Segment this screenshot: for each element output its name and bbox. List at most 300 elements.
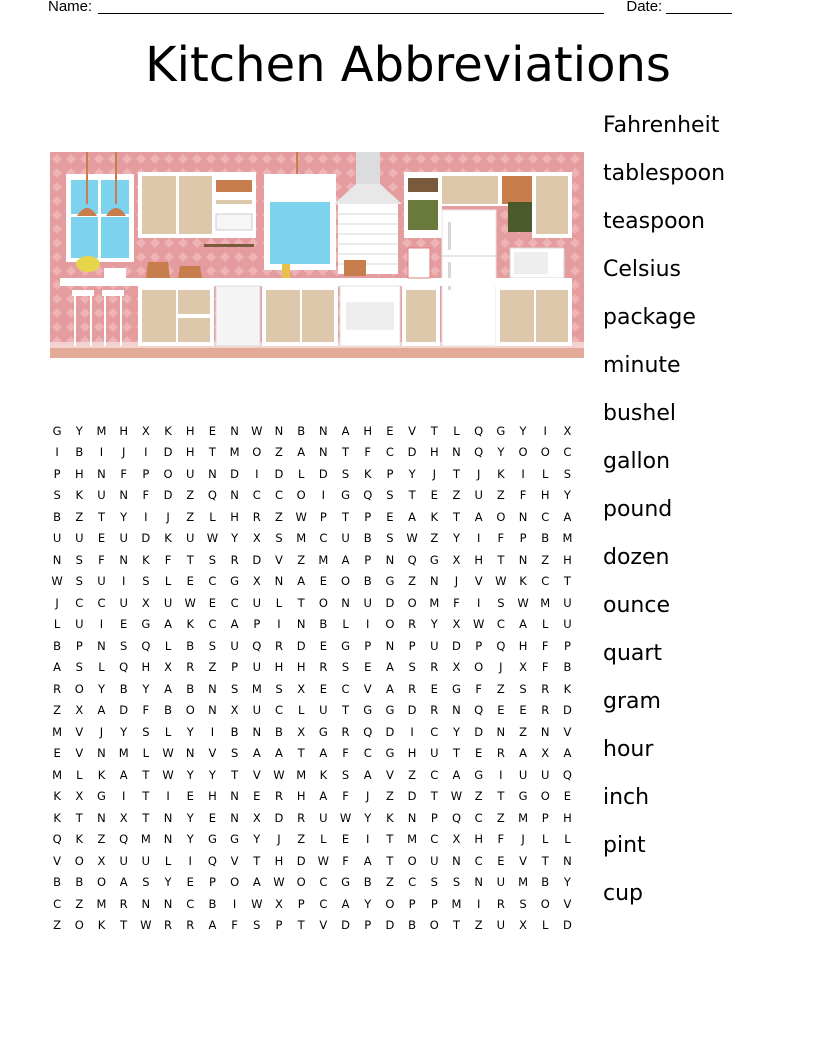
grid-letter[interactable]: P <box>563 638 571 653</box>
grid-letter[interactable]: C <box>208 617 217 632</box>
grid-letter[interactable]: C <box>541 574 550 589</box>
grid-letter[interactable]: S <box>230 681 239 696</box>
grid-letter[interactable]: J <box>366 789 370 804</box>
grid-letter[interactable]: J <box>499 660 503 675</box>
grid-letter[interactable]: Z <box>186 509 195 524</box>
grid-letter[interactable]: S <box>563 466 572 481</box>
grid-letter[interactable]: R <box>408 617 417 632</box>
name-field[interactable] <box>98 0 604 14</box>
date-field[interactable] <box>666 0 732 14</box>
grid-letter[interactable]: O <box>318 595 328 610</box>
grid-letter[interactable]: E <box>386 423 394 438</box>
grid-letter[interactable]: D <box>562 703 572 718</box>
grid-letter[interactable]: N <box>119 488 128 503</box>
grid-letter[interactable]: Z <box>297 552 306 567</box>
grid-letter[interactable]: U <box>518 767 528 782</box>
grid-letter[interactable]: S <box>341 466 350 481</box>
grid-letter[interactable]: F <box>142 488 150 503</box>
grid-letter[interactable]: Y <box>452 531 460 546</box>
grid-letter[interactable]: Q <box>407 552 417 567</box>
grid-letter[interactable]: C <box>319 896 328 911</box>
grid-letter[interactable]: D <box>230 466 240 481</box>
grid-letter[interactable]: H <box>296 789 306 804</box>
grid-letter[interactable]: L <box>275 595 283 610</box>
grid-letter[interactable]: G <box>385 703 395 718</box>
grid-letter[interactable]: N <box>274 423 284 438</box>
grid-letter[interactable]: L <box>342 617 349 632</box>
grid-letter[interactable]: H <box>563 552 572 567</box>
grid-letter[interactable]: N <box>119 552 128 567</box>
grid-letter[interactable]: E <box>497 703 505 718</box>
grid-letter[interactable]: I <box>476 595 481 610</box>
grid-letter[interactable]: X <box>297 681 306 696</box>
grid-letter[interactable]: P <box>142 466 150 481</box>
grid-letter[interactable]: B <box>53 638 62 653</box>
grid-letter[interactable]: F <box>342 853 349 868</box>
grid-letter[interactable]: H <box>407 746 417 761</box>
grid-letter[interactable]: F <box>453 595 460 610</box>
grid-letter[interactable]: S <box>519 896 527 911</box>
grid-letter[interactable]: I <box>499 767 503 782</box>
grid-letter[interactable]: A <box>341 552 350 567</box>
grid-letter[interactable]: P <box>319 509 327 524</box>
grid-letter[interactable]: H <box>474 832 483 847</box>
grid-letter[interactable]: S <box>275 681 283 696</box>
grid-letter[interactable]: U <box>252 595 261 610</box>
grid-letter[interactable]: Z <box>97 832 106 847</box>
grid-letter[interactable]: B <box>53 875 62 890</box>
grid-letter[interactable]: C <box>53 896 62 911</box>
grid-letter[interactable]: H <box>230 509 239 524</box>
grid-letter[interactable]: B <box>363 574 372 589</box>
grid-letter[interactable]: C <box>75 595 84 610</box>
grid-letter[interactable]: G <box>452 681 461 696</box>
grid-letter[interactable]: K <box>497 466 505 481</box>
grid-letter[interactable]: Y <box>186 724 194 739</box>
grid-letter[interactable]: Z <box>474 918 483 933</box>
grid-letter[interactable]: K <box>164 423 172 438</box>
grid-letter[interactable]: H <box>429 445 439 460</box>
grid-letter[interactable]: V <box>208 746 217 761</box>
grid-letter[interactable]: C <box>563 445 572 460</box>
grid-letter[interactable]: G <box>230 832 240 847</box>
grid-letter[interactable]: Z <box>297 832 306 847</box>
grid-letter[interactable]: Y <box>97 681 105 696</box>
grid-letter[interactable]: J <box>166 509 170 524</box>
grid-letter[interactable]: K <box>75 832 84 847</box>
grid-letter[interactable]: P <box>386 466 394 481</box>
grid-letter[interactable]: A <box>319 789 328 804</box>
grid-letter[interactable]: R <box>274 789 283 804</box>
grid-letter[interactable]: N <box>208 681 217 696</box>
grid-letter[interactable]: A <box>252 746 261 761</box>
grid-letter[interactable]: Z <box>385 875 394 890</box>
grid-letter[interactable]: A <box>408 509 417 524</box>
grid-letter[interactable]: T <box>342 509 350 524</box>
grid-letter[interactable]: N <box>341 595 350 610</box>
grid-letter[interactable]: A <box>164 681 172 696</box>
grid-letter[interactable]: C <box>430 832 439 847</box>
grid-letter[interactable]: U <box>141 853 151 868</box>
grid-letter[interactable]: L <box>320 832 327 847</box>
grid-letter[interactable]: I <box>232 896 237 911</box>
grid-letter[interactable]: I <box>255 466 259 481</box>
grid-letter[interactable]: J <box>521 832 525 847</box>
grid-letter[interactable]: R <box>319 660 328 675</box>
grid-letter[interactable]: B <box>563 660 572 675</box>
grid-letter[interactable]: E <box>208 810 217 825</box>
grid-letter[interactable]: P <box>408 638 416 653</box>
grid-letter[interactable]: J <box>454 574 459 589</box>
grid-letter[interactable]: U <box>230 638 239 653</box>
grid-letter[interactable]: O <box>518 445 528 460</box>
grid-letter[interactable]: R <box>341 724 350 739</box>
grid-letter[interactable]: I <box>144 445 148 460</box>
grid-letter[interactable]: E <box>430 488 438 503</box>
grid-letter[interactable]: G <box>341 875 350 890</box>
grid-letter[interactable]: D <box>562 918 572 933</box>
grid-letter[interactable]: E <box>208 423 217 438</box>
grid-letter[interactable]: X <box>452 660 461 675</box>
grid-letter[interactable]: Y <box>120 509 128 524</box>
grid-letter[interactable]: N <box>208 466 217 481</box>
grid-letter[interactable]: S <box>142 724 150 739</box>
grid-letter[interactable]: H <box>119 423 128 438</box>
grid-letter[interactable]: T <box>430 789 438 804</box>
grid-letter[interactable]: R <box>164 918 173 933</box>
grid-letter[interactable]: V <box>563 896 572 911</box>
grid-letter[interactable]: M <box>451 896 462 911</box>
grid-letter[interactable]: Q <box>451 810 461 825</box>
grid-letter[interactable]: X <box>75 789 84 804</box>
grid-letter[interactable]: W <box>273 875 285 890</box>
grid-letter[interactable]: T <box>563 574 571 589</box>
grid-letter[interactable]: O <box>74 681 84 696</box>
grid-letter[interactable]: M <box>96 423 107 438</box>
grid-letter[interactable]: N <box>518 552 528 567</box>
grid-letter[interactable]: N <box>429 574 439 589</box>
grid-letter[interactable]: M <box>296 531 307 546</box>
grid-letter[interactable]: P <box>430 896 438 911</box>
grid-letter[interactable]: L <box>53 617 61 632</box>
grid-letter[interactable]: I <box>144 509 148 524</box>
grid-letter[interactable]: E <box>97 531 106 546</box>
grid-letter[interactable]: U <box>119 531 128 546</box>
grid-letter[interactable]: N <box>97 466 106 481</box>
grid-letter[interactable]: Y <box>186 832 194 847</box>
grid-letter[interactable]: U <box>363 595 372 610</box>
grid-letter[interactable]: V <box>252 767 261 782</box>
grid-letter[interactable]: W <box>251 896 263 911</box>
grid-letter[interactable]: A <box>385 660 394 675</box>
grid-letter[interactable]: E <box>519 703 527 718</box>
grid-letter[interactable]: A <box>208 918 217 933</box>
grid-letter[interactable]: E <box>364 660 372 675</box>
grid-letter[interactable]: A <box>275 746 283 761</box>
grid-letter[interactable]: R <box>53 681 62 696</box>
grid-letter[interactable]: O <box>540 789 550 804</box>
grid-letter[interactable]: F <box>497 832 505 847</box>
grid-letter[interactable]: M <box>562 531 573 546</box>
grid-letter[interactable]: L <box>542 832 549 847</box>
grid-letter[interactable]: H <box>185 445 195 460</box>
grid-letter[interactable]: T <box>386 832 394 847</box>
grid-letter[interactable]: J <box>277 832 281 847</box>
grid-letter[interactable]: N <box>141 896 151 911</box>
grid-letter[interactable]: D <box>119 703 129 718</box>
grid-letter[interactable]: A <box>119 875 128 890</box>
grid-letter[interactable]: D <box>318 466 328 481</box>
grid-letter[interactable]: D <box>252 552 262 567</box>
grid-letter[interactable]: W <box>406 531 418 546</box>
grid-letter[interactable]: L <box>98 660 105 675</box>
grid-letter[interactable]: S <box>120 638 128 653</box>
grid-letter[interactable]: A <box>97 703 106 718</box>
grid-letter[interactable]: I <box>543 423 547 438</box>
grid-letter[interactable]: A <box>252 875 261 890</box>
grid-letter[interactable]: P <box>364 552 372 567</box>
grid-letter[interactable]: T <box>142 789 150 804</box>
grid-letter[interactable]: M <box>52 767 63 782</box>
grid-letter[interactable]: F <box>120 466 127 481</box>
grid-letter[interactable]: J <box>55 595 59 610</box>
grid-letter[interactable]: F <box>475 681 482 696</box>
grid-letter[interactable]: L <box>76 767 83 782</box>
grid-letter[interactable]: U <box>341 531 350 546</box>
grid-letter[interactable]: P <box>208 875 216 890</box>
grid-letter[interactable]: V <box>75 746 84 761</box>
grid-letter[interactable]: T <box>452 746 460 761</box>
grid-letter[interactable]: R <box>541 681 550 696</box>
grid-letter[interactable]: E <box>186 875 194 890</box>
grid-letter[interactable]: Q <box>119 832 129 847</box>
grid-letter[interactable]: W <box>295 509 307 524</box>
grid-letter[interactable]: F <box>342 746 349 761</box>
grid-letter[interactable]: Y <box>430 617 438 632</box>
grid-letter[interactable]: N <box>252 724 262 739</box>
grid-letter[interactable]: T <box>541 853 549 868</box>
grid-letter[interactable]: T <box>452 918 460 933</box>
grid-letter[interactable]: E <box>319 681 327 696</box>
grid-letter[interactable]: W <box>495 574 507 589</box>
grid-letter[interactable]: C <box>252 488 261 503</box>
grid-letter[interactable]: S <box>53 488 61 503</box>
grid-letter[interactable]: Q <box>363 724 373 739</box>
grid-letter[interactable]: B <box>363 875 372 890</box>
grid-letter[interactable]: O <box>407 595 417 610</box>
grid-letter[interactable]: M <box>318 552 329 567</box>
grid-letter[interactable]: F <box>541 660 549 675</box>
grid-letter[interactable]: K <box>430 509 439 524</box>
grid-letter[interactable]: O <box>252 445 262 460</box>
grid-letter[interactable]: N <box>452 445 461 460</box>
grid-letter[interactable]: T <box>497 789 505 804</box>
grid-letter[interactable]: A <box>385 681 394 696</box>
grid-letter[interactable]: P <box>75 638 83 653</box>
grid-letter[interactable]: O <box>341 574 351 589</box>
grid-letter[interactable]: I <box>476 896 481 911</box>
grid-letter[interactable]: Z <box>408 574 417 589</box>
grid-letter[interactable]: O <box>496 509 506 524</box>
grid-letter[interactable]: O <box>385 617 395 632</box>
grid-letter[interactable]: B <box>164 703 172 718</box>
grid-letter[interactable]: C <box>319 531 328 546</box>
grid-letter[interactable]: M <box>518 810 528 825</box>
grid-letter[interactable]: T <box>97 509 105 524</box>
grid-letter[interactable]: G <box>496 423 506 438</box>
grid-letter[interactable]: N <box>452 853 461 868</box>
grid-letter[interactable]: N <box>230 810 239 825</box>
grid-letter[interactable]: A <box>519 746 527 761</box>
grid-letter[interactable]: D <box>385 724 395 739</box>
grid-letter[interactable]: U <box>430 638 439 653</box>
grid-letter[interactable]: M <box>251 681 262 696</box>
grid-letter[interactable]: L <box>297 466 305 481</box>
grid-letter[interactable]: R <box>408 681 417 696</box>
grid-letter[interactable]: Y <box>164 875 172 890</box>
grid-letter[interactable]: Y <box>408 466 416 481</box>
grid-letter[interactable]: C <box>474 810 483 825</box>
grid-letter[interactable]: U <box>430 746 439 761</box>
grid-letter[interactable]: U <box>496 875 506 890</box>
grid-letter[interactable]: T <box>208 445 216 460</box>
grid-letter[interactable]: H <box>474 552 483 567</box>
grid-letter[interactable]: D <box>274 466 284 481</box>
grid-letter[interactable]: K <box>164 531 172 546</box>
grid-letter[interactable]: W <box>184 595 196 610</box>
grid-letter[interactable]: Z <box>430 531 439 546</box>
grid-letter[interactable]: S <box>75 552 83 567</box>
grid-letter[interactable]: T <box>497 552 505 567</box>
grid-letter[interactable]: S <box>275 531 283 546</box>
grid-letter[interactable]: N <box>385 552 395 567</box>
grid-letter[interactable]: E <box>53 746 61 761</box>
grid-letter[interactable]: C <box>408 875 417 890</box>
grid-letter[interactable]: U <box>563 617 572 632</box>
grid-letter[interactable]: G <box>230 574 240 589</box>
grid-letter[interactable]: N <box>385 638 395 653</box>
grid-letter[interactable]: K <box>319 767 328 782</box>
grid-letter[interactable]: E <box>430 681 438 696</box>
grid-letter[interactable]: U <box>97 488 106 503</box>
grid-letter[interactable]: V <box>230 853 239 868</box>
grid-letter[interactable]: T <box>75 810 83 825</box>
grid-letter[interactable]: P <box>475 638 483 653</box>
grid-letter[interactable]: P <box>231 660 239 675</box>
grid-letter[interactable]: F <box>519 488 527 503</box>
grid-letter[interactable]: K <box>53 789 61 804</box>
grid-letter[interactable]: Y <box>563 875 571 890</box>
grid-letter[interactable]: I <box>55 445 59 460</box>
grid-letter[interactable]: A <box>53 660 62 675</box>
grid-letter[interactable]: B <box>297 423 306 438</box>
grid-letter[interactable]: Y <box>253 832 261 847</box>
grid-letter[interactable]: R <box>186 918 195 933</box>
grid-letter[interactable]: T <box>386 853 394 868</box>
grid-letter[interactable]: R <box>430 660 439 675</box>
grid-letter[interactable]: L <box>564 832 571 847</box>
grid-letter[interactable]: W <box>251 423 263 438</box>
grid-letter[interactable]: W <box>206 531 219 546</box>
grid-letter[interactable]: O <box>74 918 84 933</box>
grid-letter[interactable]: T <box>297 918 305 933</box>
grid-letter[interactable]: Z <box>75 509 84 524</box>
grid-letter[interactable]: I <box>99 445 104 460</box>
grid-letter[interactable]: L <box>142 746 150 761</box>
grid-letter[interactable]: Q <box>474 423 484 438</box>
grid-letter[interactable]: X <box>452 832 461 847</box>
grid-letter[interactable]: N <box>407 810 417 825</box>
grid-letter[interactable]: V <box>275 552 283 567</box>
grid-letter[interactable]: U <box>319 703 328 718</box>
grid-letter[interactable]: X <box>252 810 261 825</box>
grid-letter[interactable]: A <box>474 509 483 524</box>
grid-letter[interactable]: Y <box>364 810 372 825</box>
grid-letter[interactable]: T <box>297 746 305 761</box>
grid-letter[interactable]: B <box>75 445 84 460</box>
grid-letter[interactable]: S <box>386 488 394 503</box>
grid-letter[interactable]: V <box>519 853 527 868</box>
grid-letter[interactable]: K <box>97 767 106 782</box>
grid-letter[interactable]: N <box>185 746 195 761</box>
grid-letter[interactable]: P <box>541 810 549 825</box>
grid-letter[interactable]: Q <box>141 638 151 653</box>
grid-letter[interactable]: N <box>230 789 239 804</box>
grid-letter[interactable]: A <box>297 445 306 460</box>
grid-letter[interactable]: D <box>274 810 284 825</box>
grid-letter[interactable]: A <box>164 617 172 632</box>
grid-letter[interactable]: Y <box>142 681 150 696</box>
grid-letter[interactable]: Q <box>207 488 217 503</box>
grid-letter[interactable]: N <box>97 746 106 761</box>
grid-letter[interactable]: Z <box>275 509 283 524</box>
grid-letter[interactable]: C <box>341 681 350 696</box>
grid-letter[interactable]: T <box>430 423 438 438</box>
grid-letter[interactable]: P <box>519 531 527 546</box>
grid-letter[interactable]: B <box>75 875 84 890</box>
grid-letter[interactable]: U <box>186 466 195 481</box>
grid-letter[interactable]: V <box>75 724 84 739</box>
grid-letter[interactable]: S <box>386 531 394 546</box>
grid-letter[interactable]: B <box>230 724 239 739</box>
grid-letter[interactable]: A <box>297 574 306 589</box>
grid-letter[interactable]: V <box>319 918 328 933</box>
grid-letter[interactable]: E <box>208 595 217 610</box>
grid-letter[interactable]: R <box>430 703 439 718</box>
grid-letter[interactable]: N <box>563 853 572 868</box>
grid-letter[interactable]: P <box>297 896 305 911</box>
grid-letter[interactable]: D <box>296 638 306 653</box>
grid-letter[interactable]: S <box>142 875 150 890</box>
grid-letter[interactable]: X <box>519 918 527 933</box>
grid-letter[interactable]: H <box>208 789 217 804</box>
grid-letter[interactable]: W <box>162 767 174 782</box>
grid-letter[interactable]: C <box>186 896 195 911</box>
grid-letter[interactable]: T <box>142 810 150 825</box>
grid-letter[interactable]: X <box>297 724 306 739</box>
grid-letter[interactable]: O <box>540 896 550 911</box>
grid-letter[interactable]: E <box>386 509 394 524</box>
grid-letter[interactable]: U <box>186 531 195 546</box>
grid-letter[interactable]: T <box>452 466 460 481</box>
grid-letter[interactable]: R <box>252 509 261 524</box>
grid-letter[interactable]: U <box>119 595 128 610</box>
grid-letter[interactable]: Y <box>75 423 83 438</box>
grid-letter[interactable]: X <box>252 574 261 589</box>
grid-letter[interactable]: L <box>209 509 216 524</box>
grid-letter[interactable]: H <box>540 488 550 503</box>
grid-letter[interactable]: Z <box>385 789 394 804</box>
